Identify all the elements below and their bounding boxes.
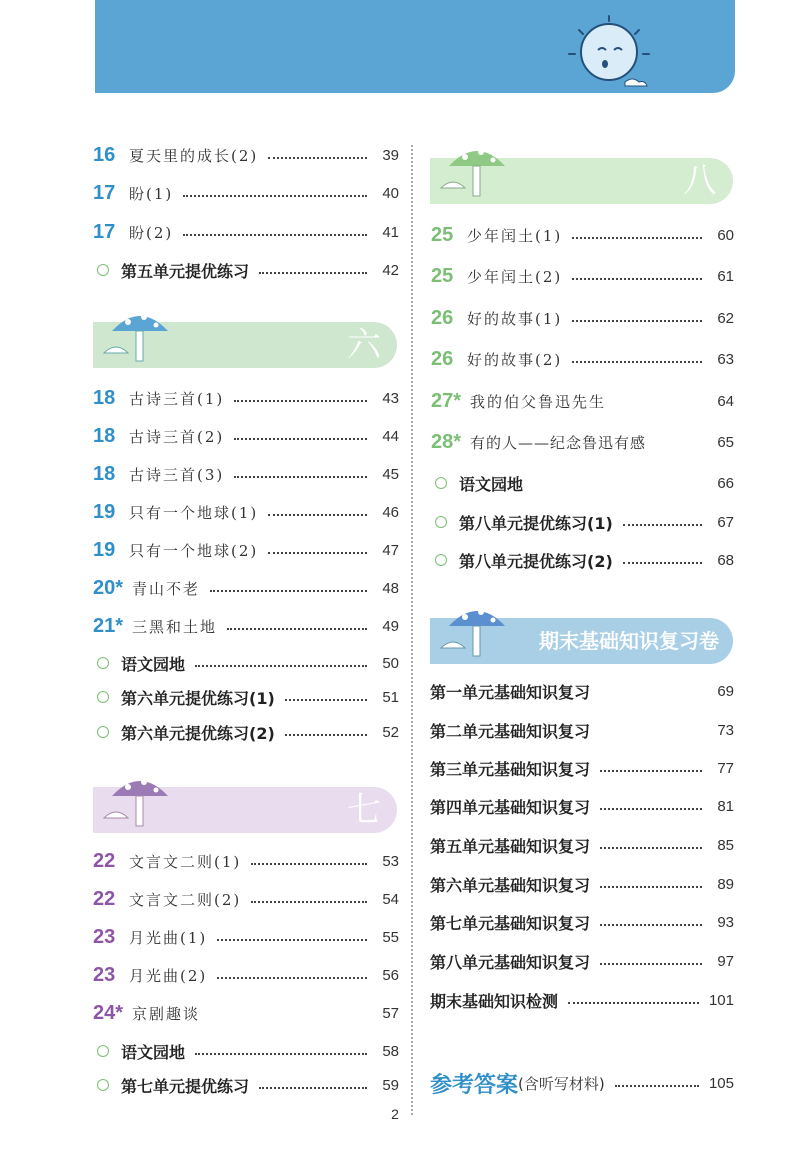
toc-entry[interactable] bbox=[93, 459, 399, 489]
page-number: 46 bbox=[382, 503, 399, 521]
toc-entry[interactable] bbox=[93, 998, 399, 1028]
review-title: 第七单元基础知识复习 bbox=[430, 913, 591, 933]
lesson-title: 月光曲(1) bbox=[129, 928, 208, 947]
dot-leader bbox=[268, 552, 367, 554]
dot-leader bbox=[251, 901, 367, 903]
lesson-number: 19 bbox=[93, 500, 116, 523]
dot-leader bbox=[600, 886, 702, 888]
toc-review-entry[interactable] bbox=[430, 985, 734, 1015]
dot-leader bbox=[259, 272, 367, 274]
lesson-number: 20* bbox=[93, 576, 124, 599]
toc-exercise-entry[interactable] bbox=[95, 717, 399, 747]
lesson-number: 17 bbox=[93, 220, 116, 243]
review-title: 第四单元基础知识复习 bbox=[430, 797, 591, 817]
toc-review-entry[interactable] bbox=[430, 869, 734, 899]
page-number: 45 bbox=[382, 465, 399, 483]
page-number: 44 bbox=[382, 427, 399, 445]
page-number: 65 bbox=[717, 433, 734, 451]
page-number: 57 bbox=[382, 1004, 399, 1022]
toc-entry[interactable] bbox=[431, 344, 734, 374]
unit-7-label: 七 bbox=[347, 790, 381, 830]
exercise-title: 第八单元提优练习(2) bbox=[459, 551, 613, 571]
page-number: 39 bbox=[382, 146, 399, 164]
page-number: 49 bbox=[382, 617, 399, 635]
dot-leader bbox=[251, 863, 367, 865]
toc-entry[interactable] bbox=[93, 846, 399, 876]
page-number: 50 bbox=[382, 654, 399, 672]
lesson-title: 京剧趣谈 bbox=[132, 1004, 201, 1023]
dot-leader bbox=[572, 278, 702, 280]
exercise-title: 语文园地 bbox=[121, 654, 186, 674]
lesson-number: 28* bbox=[431, 430, 462, 453]
toc-entry[interactable] bbox=[93, 178, 399, 208]
page-number: 60 bbox=[717, 226, 734, 244]
toc-exercise-entry[interactable] bbox=[433, 507, 734, 537]
circle-bullet-icon bbox=[97, 726, 109, 738]
lesson-number: 26 bbox=[431, 306, 454, 329]
moon-icon bbox=[565, 12, 653, 100]
toc-entry[interactable] bbox=[93, 217, 399, 247]
answers-subtitle: (含听写材料) bbox=[518, 1074, 605, 1093]
page-number: 64 bbox=[717, 392, 734, 410]
page-number: 85 bbox=[717, 836, 734, 854]
dot-leader bbox=[234, 400, 367, 402]
lesson-number: 18 bbox=[93, 424, 116, 447]
circle-bullet-icon bbox=[435, 554, 447, 566]
toc-entry[interactable] bbox=[431, 261, 734, 291]
page-number: 105 bbox=[708, 1074, 734, 1092]
page-number: 58 bbox=[382, 1042, 399, 1060]
toc-review-entry[interactable] bbox=[430, 946, 734, 976]
review-title: 第八单元基础知识复习 bbox=[430, 952, 591, 972]
page-number: 63 bbox=[717, 350, 734, 368]
exercise-title: 语文园地 bbox=[459, 474, 524, 494]
toc-review-entry[interactable] bbox=[430, 830, 734, 860]
lesson-title: 少年闰土(1) bbox=[467, 226, 563, 245]
page-number: 93 bbox=[717, 913, 734, 931]
dot-leader bbox=[600, 924, 702, 926]
page-number: 81 bbox=[717, 797, 734, 815]
review-title: 期末基础知识检测 bbox=[430, 991, 559, 1011]
dot-leader bbox=[268, 157, 367, 159]
dot-leader bbox=[195, 665, 367, 667]
toc-exercise-entry[interactable] bbox=[95, 682, 399, 712]
page-number: 73 bbox=[717, 721, 734, 739]
page-number: 77 bbox=[717, 759, 734, 777]
circle-bullet-icon bbox=[97, 264, 109, 276]
page-number: 43 bbox=[382, 389, 399, 407]
dot-leader bbox=[268, 514, 367, 516]
page-number: 59 bbox=[382, 1076, 399, 1094]
page-number: 53 bbox=[382, 852, 399, 870]
dot-leader bbox=[600, 770, 702, 772]
toc-entry[interactable] bbox=[93, 960, 399, 990]
lesson-title: 盼(2) bbox=[129, 223, 174, 242]
lesson-title: 少年闰土(2) bbox=[467, 267, 563, 286]
page-number: 68 bbox=[717, 551, 734, 569]
circle-bullet-icon bbox=[97, 657, 109, 669]
dot-leader bbox=[234, 476, 367, 478]
answers-title: 参考答案 bbox=[430, 1072, 519, 1098]
toc-entry[interactable] bbox=[93, 497, 399, 527]
toc-exercise-entry[interactable] bbox=[95, 1070, 399, 1100]
toc-exercise-entry[interactable] bbox=[95, 648, 399, 678]
toc-entry[interactable] bbox=[93, 421, 399, 451]
review-title: 第二单元基础知识复习 bbox=[430, 721, 591, 741]
page-number: 69 bbox=[717, 682, 734, 700]
page-number: 66 bbox=[717, 474, 734, 492]
toc-entry[interactable] bbox=[93, 573, 399, 603]
lesson-title: 好的故事(2) bbox=[467, 350, 563, 369]
page-footer-number: 2 bbox=[391, 1106, 399, 1122]
dot-leader bbox=[600, 963, 702, 965]
lesson-number: 27* bbox=[431, 389, 462, 412]
page-number: 52 bbox=[382, 723, 399, 741]
lesson-title: 盼(1) bbox=[129, 184, 174, 203]
page-number: 101 bbox=[708, 991, 734, 1009]
toc-exercise-entry[interactable] bbox=[95, 1036, 399, 1066]
circle-bullet-icon bbox=[435, 516, 447, 528]
toc-review-entry[interactable] bbox=[430, 753, 734, 783]
page-number: 89 bbox=[717, 875, 734, 893]
dot-leader bbox=[259, 1087, 367, 1089]
exercise-title: 语文园地 bbox=[121, 1042, 186, 1062]
lesson-title: 古诗三首(2) bbox=[129, 427, 225, 446]
mushroom-icon bbox=[100, 305, 180, 365]
dot-leader bbox=[572, 361, 702, 363]
dot-leader bbox=[623, 524, 702, 526]
dot-leader bbox=[183, 195, 367, 197]
mushroom-icon bbox=[100, 770, 180, 830]
dot-leader bbox=[227, 628, 367, 630]
lesson-number: 25 bbox=[431, 223, 454, 246]
review-title: 第六单元基础知识复习 bbox=[430, 875, 591, 895]
circle-bullet-icon bbox=[97, 691, 109, 703]
dot-leader bbox=[210, 590, 367, 592]
lesson-number: 19 bbox=[93, 538, 116, 561]
lesson-number: 17 bbox=[93, 181, 116, 204]
lesson-title: 三黑和土地 bbox=[132, 617, 218, 636]
lesson-title: 好的故事(1) bbox=[467, 309, 563, 328]
page-number: 48 bbox=[382, 579, 399, 597]
dot-leader bbox=[217, 939, 367, 941]
toc-exercise-entry[interactable] bbox=[433, 468, 734, 498]
lesson-title: 古诗三首(3) bbox=[129, 465, 225, 484]
lesson-number: 23 bbox=[93, 963, 116, 986]
unit-6-label: 六 bbox=[347, 325, 381, 365]
exercise-title: 第五单元提优练习 bbox=[121, 261, 250, 281]
dot-leader bbox=[600, 847, 702, 849]
toc-exercise-entry[interactable] bbox=[433, 545, 734, 575]
dot-leader bbox=[600, 808, 702, 810]
exercise-title: 第八单元提优练习(1) bbox=[459, 513, 613, 533]
unit-8-label: 八 bbox=[683, 161, 717, 201]
dot-leader bbox=[568, 1002, 699, 1004]
dot-leader bbox=[195, 1053, 367, 1055]
exercise-title: 第六单元提优练习(1) bbox=[121, 688, 275, 708]
page-number: 62 bbox=[717, 309, 734, 327]
toc-entry[interactable] bbox=[431, 427, 734, 457]
lesson-title: 文言文二则(1) bbox=[129, 852, 242, 871]
mushroom-icon bbox=[437, 140, 517, 200]
circle-bullet-icon bbox=[97, 1045, 109, 1057]
page-number: 56 bbox=[382, 966, 399, 984]
lesson-number: 18 bbox=[93, 386, 116, 409]
lesson-number: 16 bbox=[93, 143, 116, 166]
lesson-number: 24* bbox=[93, 1001, 124, 1024]
exercise-title: 第七单元提优练习 bbox=[121, 1076, 250, 1096]
page-number: 61 bbox=[717, 267, 734, 285]
toc-entry[interactable] bbox=[93, 535, 399, 565]
page-number: 55 bbox=[382, 928, 399, 946]
toc-entry[interactable] bbox=[93, 922, 399, 952]
page-number: 67 bbox=[717, 513, 734, 531]
lesson-number: 22 bbox=[93, 887, 116, 910]
lesson-title: 只有一个地球(1) bbox=[129, 503, 259, 522]
toc-review-entry[interactable] bbox=[430, 676, 734, 706]
lesson-number: 26 bbox=[431, 347, 454, 370]
final-review-title: 期末基础知识复习卷 bbox=[539, 629, 719, 653]
page-number: 42 bbox=[382, 261, 399, 279]
exercise-title: 第六单元提优练习(2) bbox=[121, 723, 275, 743]
dot-leader bbox=[572, 320, 702, 322]
dot-leader bbox=[285, 734, 367, 736]
page-number: 41 bbox=[382, 223, 399, 241]
lesson-title: 只有一个地球(2) bbox=[129, 541, 259, 560]
page-number: 51 bbox=[382, 688, 399, 706]
page-number: 97 bbox=[717, 952, 734, 970]
lesson-title: 古诗三首(1) bbox=[129, 389, 225, 408]
page-number: 40 bbox=[382, 184, 399, 202]
lesson-number: 21* bbox=[93, 614, 124, 637]
toc-entry[interactable] bbox=[93, 884, 399, 914]
dot-leader bbox=[623, 562, 702, 564]
dot-leader bbox=[217, 977, 367, 979]
dot-leader bbox=[234, 438, 367, 440]
dot-leader bbox=[183, 234, 367, 236]
toc-entry[interactable] bbox=[93, 383, 399, 413]
toc-entry[interactable] bbox=[93, 611, 399, 641]
lesson-title: 青山不老 bbox=[132, 579, 201, 598]
toc-entry[interactable] bbox=[431, 386, 734, 416]
toc-entry[interactable] bbox=[431, 220, 734, 250]
dot-leader bbox=[572, 237, 702, 239]
lesson-number: 22 bbox=[93, 849, 116, 872]
circle-bullet-icon bbox=[97, 1079, 109, 1091]
dot-leader bbox=[615, 1085, 699, 1087]
lesson-title: 我的伯父鲁迅先生 bbox=[470, 392, 607, 411]
dot-leader bbox=[285, 699, 367, 701]
lesson-title: 夏天里的成长(2) bbox=[129, 146, 259, 165]
toc-review-entry[interactable] bbox=[430, 791, 734, 821]
answers-entry[interactable] bbox=[430, 1068, 734, 1098]
column-divider bbox=[411, 145, 413, 1115]
page-number: 47 bbox=[382, 541, 399, 559]
toc-review-entry[interactable] bbox=[430, 715, 734, 745]
lesson-title: 文言文二则(2) bbox=[129, 890, 242, 909]
toc-entry[interactable] bbox=[431, 303, 734, 333]
lesson-number: 18 bbox=[93, 462, 116, 485]
lesson-title: 有的人——纪念鲁迅有感 bbox=[470, 433, 647, 452]
toc-review-entry[interactable] bbox=[430, 907, 734, 937]
lesson-number: 23 bbox=[93, 925, 116, 948]
lesson-title: 月光曲(2) bbox=[129, 966, 208, 985]
toc-exercise-entry[interactable] bbox=[95, 255, 399, 285]
circle-bullet-icon bbox=[435, 477, 447, 489]
review-title: 第五单元基础知识复习 bbox=[430, 836, 591, 856]
review-title: 第三单元基础知识复习 bbox=[430, 759, 591, 779]
toc-entry[interactable] bbox=[93, 140, 399, 170]
mushroom-icon bbox=[437, 600, 517, 660]
page-number: 54 bbox=[382, 890, 399, 908]
lesson-number: 25 bbox=[431, 264, 454, 287]
review-title: 第一单元基础知识复习 bbox=[430, 682, 591, 702]
